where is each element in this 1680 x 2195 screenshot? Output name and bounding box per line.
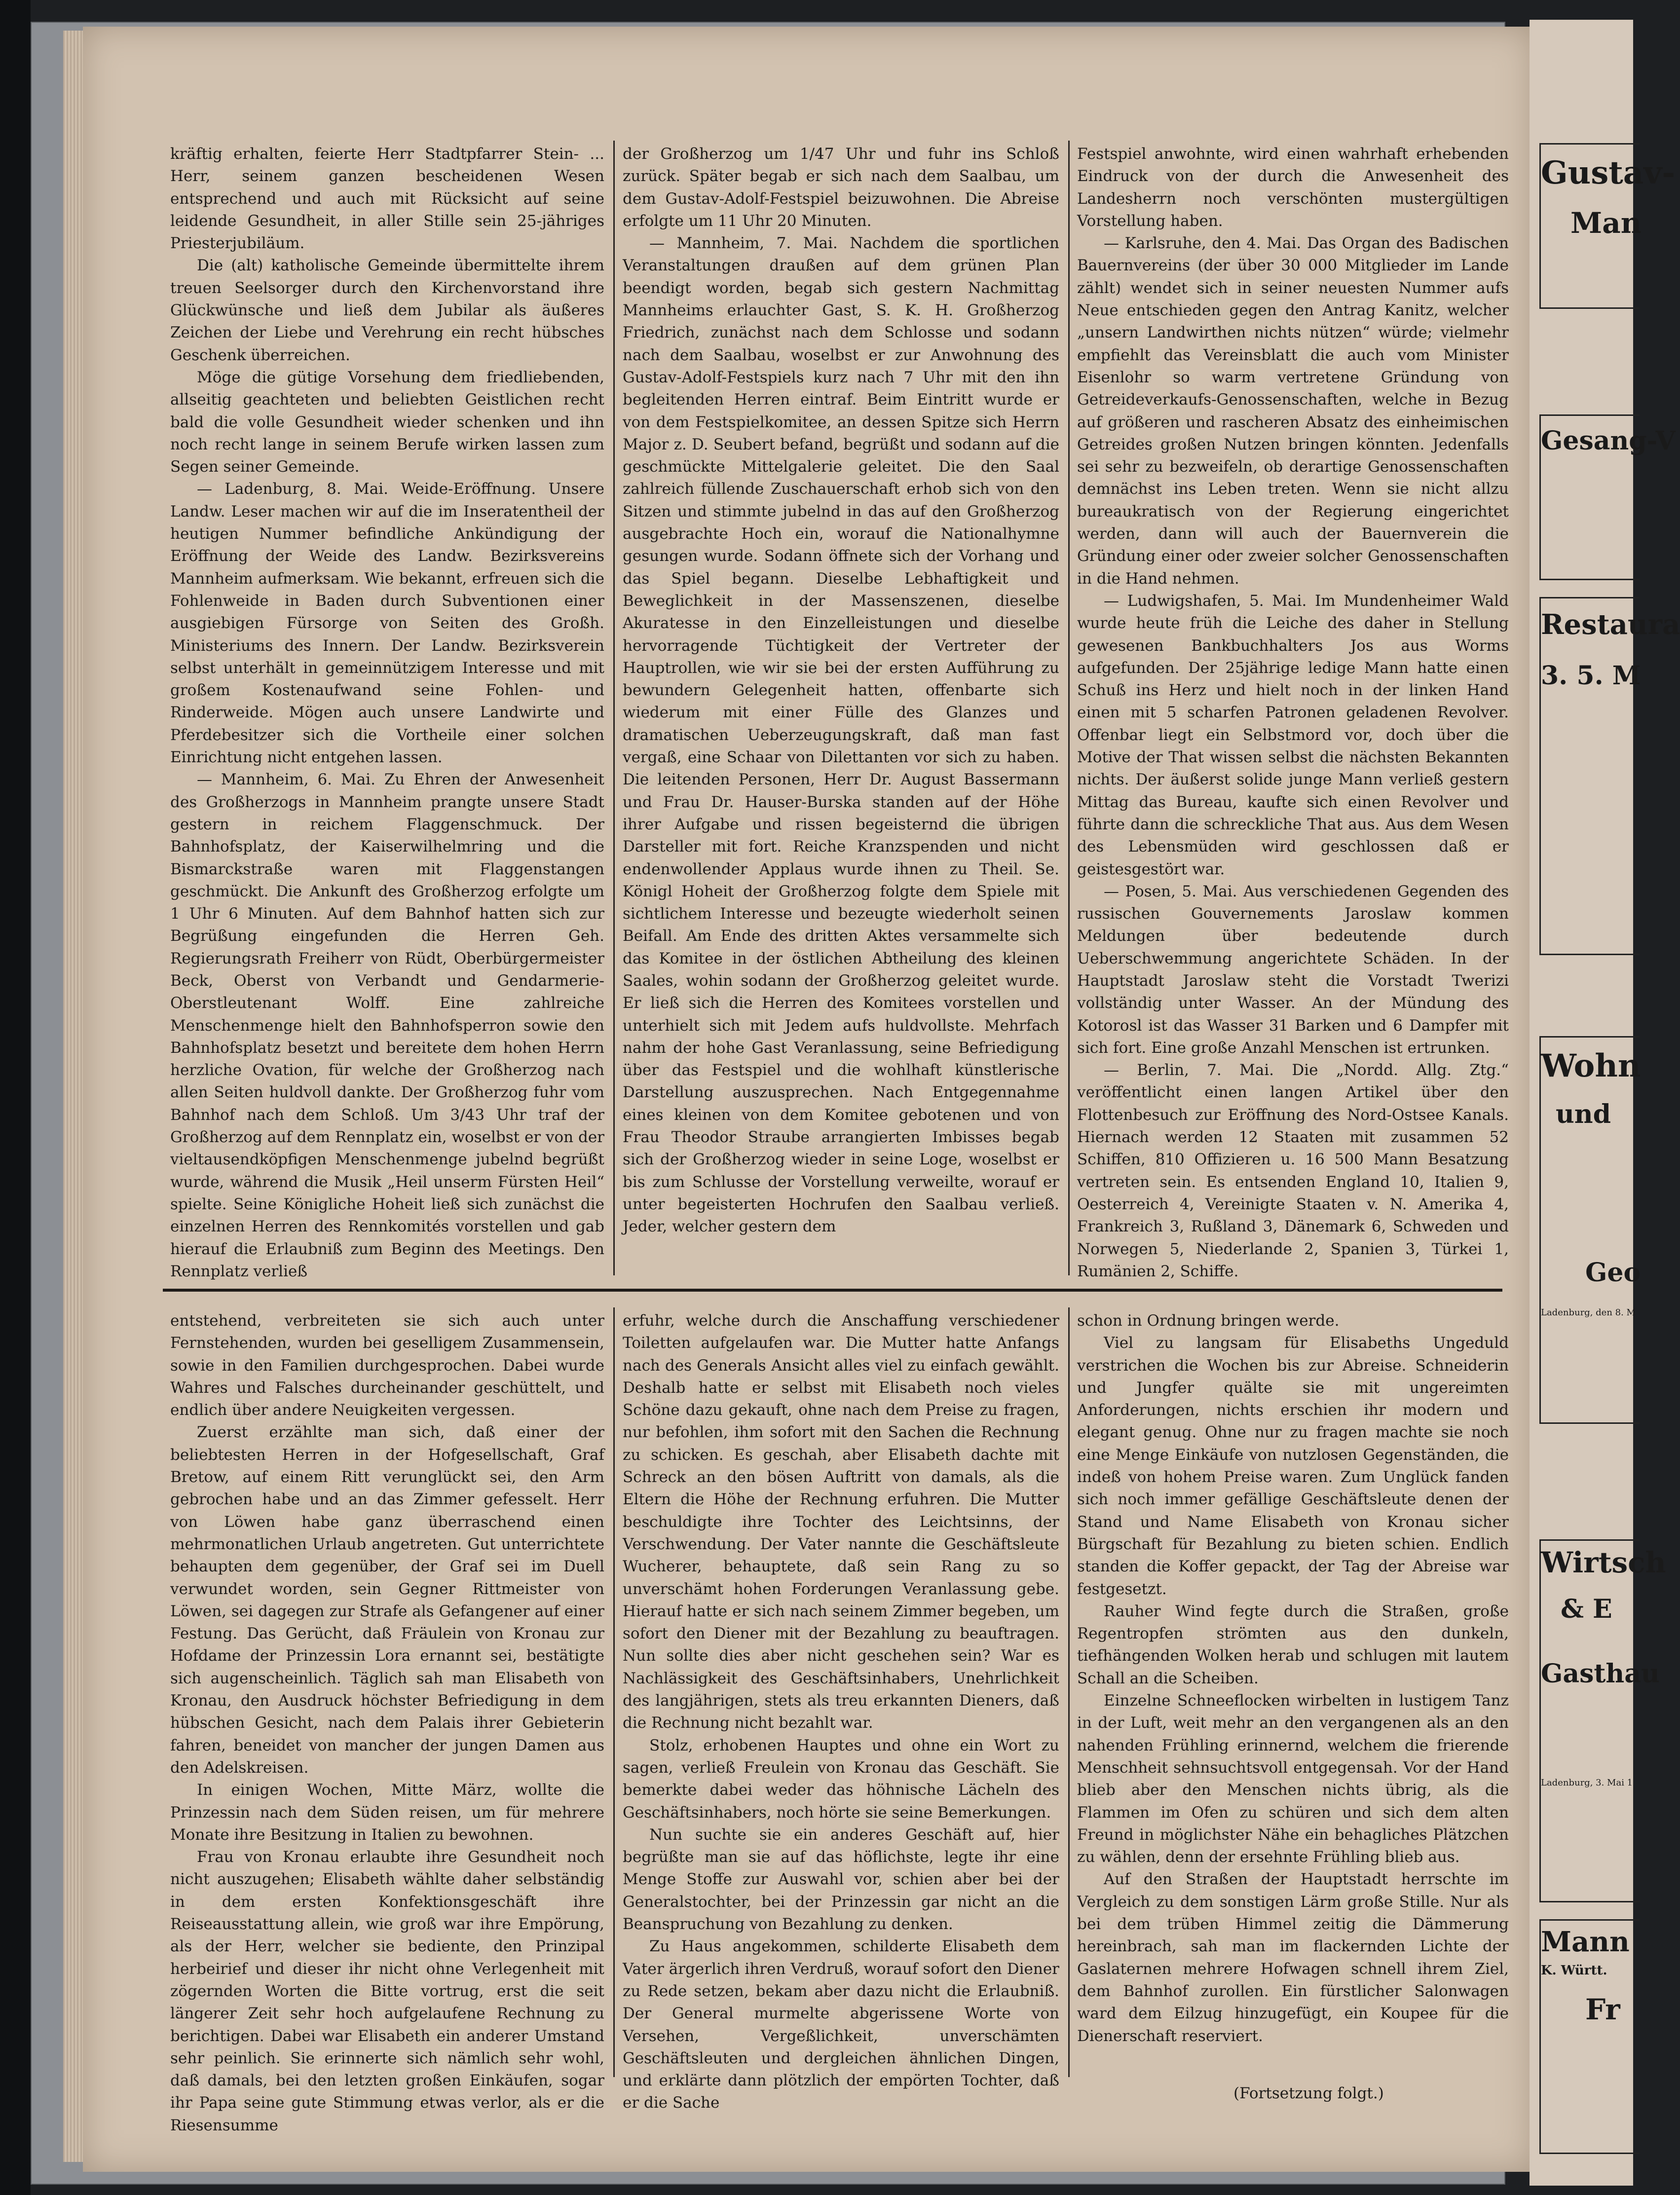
story-paragraph: erfuhr, welche durch die Anschaffung verschiedener Toiletten aufgelaufen war. Die Mutter hatte Anfangs nach des Generals Ansicht alles viel zu einfach gewählt. Deshalb hatte er selbst mit Elisabeth noch vieles Schöne dazu gekauft, ohne nach dem Preise zu fragen, nur befohlen, ihm sofort mit den Sachen die Rechnung zu schicken. Es geschah, aber Elisabeth dachte mit Schreck an den bösen Auftritt von damals, als die Eltern die Höhe der Rechnung erfuhren. Die Mutter beschuldigte ihre Tochter des Leichtsinns, der Verschwendung. Der Vater nannte die Geschäftsleute Wucherer, behauptete, daß sein Rang zu so unverschämt hohen Forderungen Veranlassung gebe. Hierauf hatte er sich nach seinem Zimmer begeben, um sofort den Diener mit der Bezahlung zu beauftragen. Nun sollte dies aber nicht geschehen sein? War es Nachlässigkeit des Geschäftsinhabers, Unehrlichkeit des langjährigen, stets als treu erkannten Dieners, daß die Rechnung nicht bezahlt war. — [623, 1312, 1059, 1732]
ad-box: Gustav- Man — [1539, 143, 1640, 309]
story-paragraph: Auf den Straßen der Hauptstadt herrschte im Vergleich zu dem sonstigen Lärm große Stille. Nur als bei dem trüben Himmel zeitig die Dämmerung hereinbrach, sah man im flackernden Lichte der Gaslaternen mehrere Hofwagen schnell ihrem Ziel, dem Bahnhof zurollen. Ein fürstlicher Salonwagen ward dem Eilzug hinzugefügt, ein Koupee für die Dienerschaft reserviert. — [1077, 1870, 1509, 2045]
article-paragraph: Die (alt) katholische Gemeinde übermittelte ihrem treuen Seelsorger durch den Kirchenvorstand ihre Glückwünsche und ließ dem Jubilar als äußeres Zeichen der Liebe und Verehrung ein recht hübsches Geschenk überreichen. — [170, 257, 604, 364]
news-column-3 — [1077, 143, 1509, 1284]
article-paragraph: Möge die gütige Vorsehung dem friedliebenden, allseitig geachteten und beliebten Geistlichen recht bald die volle Gesundheit wieder schenken und ihn noch recht lange in seinem Berufe wirken lassen zum Segen seiner Gemeinde. — [170, 368, 604, 476]
column-rule — [1068, 1307, 1070, 2077]
ad-box: Wirtsch & E Gasthau Ladenburg, 3. Mai 1 — [1539, 1539, 1640, 1902]
news-item-ladenburg: — Ladenburg, 8. Mai. Weide-Eröffnung. Unsere Landw. Leser machen wir auf die im Inseratentheil der heutigen Nummer befindliche Ankündigung der Eröffnung der Weide des Landw. Bezirksvereins Mannheim aufmerksam. Wie bekannt, erfreuen sich die Fohlenweide in Baden durch Subventionen einer ausgiebigen Fürsorge von Seiten des Großh. Ministeriums des Innern. Der Landw. Bezirksverein selbst unterhält in gemeinnützigem Interesse und mit großem Kostenaufwand seine Fohlen- und Rinderweide. Mögen auch unsere Landwirte und Pferdebesitzer sich die Vortheile einer solchen Einrichtung nicht entgehen lassen. — [170, 480, 604, 767]
column-rule — [613, 141, 615, 1275]
column-rule — [1068, 141, 1070, 1275]
story-paragraph: Viel zu langsam für Elisabeths Ungeduld verstrichen die Wochen bis zur Abreise. Schneiderin und Jungfer quälte sie mit ungereimten Anforderungen, nichts erschien ihr modern und elegant genug. Ohne nur zu fragen machte sie noch eine Menge Einkäufe von nutzlosen Gegenständen, die indeß von hohem Preise waren. Zum Unglück fanden sich noch immer gefällige Geschäftsleute denen der Stand und Name Elisabeth von Kronau sicher Bürgschaft für Bezahlung zu bieten schien. Endlich standen die Koffer gepackt, der Tag der Abreise war festgesetzt. — [1077, 1334, 1509, 1598]
news-item-mannheim: — Mannheim, 6. Mai. Zu Ehren der Anwesenheit des Großherzogs in Mannheim prangte unsere Stadt gestern in reichem Flaggenschmuck. Der Bahnhofsplatz, der Kaiserwilhelmring und die Bismarckstraße waren mit Flaggenstangen geschmückt. Die Ankunft des Großherzog erfolgte um 1 Uhr 6 Minuten. Auf dem Bahnhof hatten sich zur Begrüßung eingefunden die Herren Geh. Regierungsrath Freiherr von Rüdt, Oberbürgermeister Beck, Oberst von Verbandt und Gendarmerie-Oberstleutenant Wolff. Eine zahlreiche Menschenmenge hielt den Bahnhofsperron sowie den Bahnhofsplatz besetzt und bereitete dem hohen Herrn herzliche Ovation, für welche der Großherzog nach allen Seiten huldvoll dankte. Der Großherzog fuhr vom Bahnhof nach dem Schloß. Um 3/43 Uhr traf der Großherzog auf dem Rennplatz ein, woselbst er von der vieltausendköpfigen Menschenmenge jubelnd begrüßt wurde, während die Musik „Heil unserm Fürsten Heil“ spielte. Seine Königliche Hoheit ließ sich zunächst die einzelnen Herren des Rennkomités vorstellen und gab hierauf die Erlaubniß zum Beginn des Meetings. Den Rennplatz verließ — [170, 771, 604, 1280]
news-column-1 — [170, 143, 604, 1284]
adjacent-page-fragment — [1530, 20, 1680, 2186]
feuilleton-column-3 — [1077, 1310, 1509, 2072]
feuilleton-column-1 — [170, 1310, 604, 2134]
story-paragraph: In einigen Wochen, Mitte März, wollte die Prinzessin nach dem Süden reisen, um für mehrere Monate ihre Besitzung in Italien zu bewohnen. — [170, 1781, 604, 1844]
story-paragraph: Zu Haus angekommen, schilderte Elisabeth dem Vater ärgerlich ihren Verdruß, worauf sofort den Diener zu Rede setzen, bekam aber dazu nicht die Erlaubniß. Der General murmelte abgerissene Worte von Versehen, Vergeßlichkeit, unverschämten Geschäftsleuten und dergleichen ähnlichen Dingen, und erklärte dann plötzlich der empörten Tochter, daß er die Sache — [623, 1937, 1059, 2112]
ad-box: Restaura 3. 5. M — [1539, 597, 1640, 955]
article-paragraph: kräftig erhalten, feierte Herr Stadtpfarrer Stein- ... Herr, seinem ganzen bescheidenen Wesen entsprechend und auch mit Rücksicht auf seine leidende Gesundheit, in aller Stille sein 25-jähriges Priesterjubiläum. — [170, 145, 604, 253]
story-paragraph: Einzelne Schneeflocken wirbelten in lustigem Tanz in der Luft, weit mehr an den vergangenen als an den nahenden Frühling erinnernd, welchem die frierende Menschheit sehnsuchtsvoll entgegensah. Vor der Hand blieb aber den Menschen nichts übrig, als die Flammen im Ofen zu schüren und sich dem alten Freund in möglichster Nähe ein behagliches Plätzchen zu wählen, denn der ersehnte Frühling blieb aus. — [1077, 1692, 1509, 1866]
news-item-mannheim: — Mannheim, 7. Mai. Nachdem die sportlichen Veranstaltungen draußen auf dem grünen Plan beendigt worden, begab sich gestern Nachmittag Mannheims erlauchter Gast, S. K. H. Großherzog Friedrich, zunächst nach dem Schlosse und sodann nach dem Saalbau, woselbst er zur Anwohnung des Gustav-Adolf-Festspiels kurz nach 7 Uhr mit den ihn begleitenden Herren eintraf. Beim Eintritt wurde er von dem Festspielkomitee, an dessen Spitze sich Herrn Major z. D. Seubert befand, begrüßt und sodann auf die geschmückte Mittelgalerie geleitet. Die den Saal zahlreich füllende Zuschauerschaft erhob sich von den Sitzen und stimmte jubelnd in das auf den Großherzog ausgebrachte Hoch ein, worauf die Nationalhymne gesungen wurde. Sodann öffnete sich der Vorhang und das Spiel begann. Dieselbe Lebhaftigkeit und Beweglichkeit in der Massenszenen, dieselbe Akuratesse in den Einzelleistungen und dieselbe hervorragende Tüchtigkeit der Vertreter der Hauptrollen, wie wir sie bei der ersten Aufführung zu bewundern Gelegenheit hatten, offenbarte sich wiederum mit einer Fülle des Glanzes und dramatischen Ueberzeugungskraft, daß man fast vergaß, eine Schaar von Dilettanten vor sich zu haben. Die leitenden Personen, Herr Dr. August Bassermann und Frau Dr. Hauser-Burska standen auf der Höhe ihrer Aufgabe und rissen begeisternd die übrigen Darsteller mit fort. Reiche Kranzspenden und nicht endenwollender Applaus wurde ihnen zu Theil. Se. Königl Hoheit der Großherzog folgte dem Spiele mit sichtlichem Interesse und bezeugte wiederholt seinen Beifall. Am Ende des dritten Aktes versammelte sich das Komitee in der östlichen Abtheilung des kleinen Saales, wohin sodann der Großherzog geleitet wurde. Er ließ sich die Herren des Komitees vorstellen und unterhielt sich mit Jedem aufs huldvollste. Mehrfach nahm der hohe Gast Veranlassung, seine Befriedigung über das Festspiel und die wohlhaft künstlerische Darstellung auszusprechen. Nach Entgegennahme eines kleinen von dem Komitee gebotenen und von Frau Theodor Straube arrangierten Imbisses begab sich der Großherzog wieder in seine Loge, woselbst er bis zum Schlusse der Vorstellung verweilte, worauf er unter begeisterten Hochrufen den Saalbau verließ. Jeder, welcher gestern dem — [623, 234, 1059, 1236]
ad-box: Gesang-V — [1539, 414, 1640, 580]
ad-box: Mann K. Württ. Fr — [1539, 1919, 1640, 2154]
feuilleton-column-2 — [623, 1310, 1059, 2112]
news-item-ludwigshafen: — Ludwigshafen, 5. Mai. Im Mundenheimer Wald wurde heute früh die Leiche des daher in Stellung gewesenen Bankbuchhalters Jos aus Worms aufgefunden. Der 25jährige ledige Mann hatte einen Schuß ins Herz und hielt noch in der linken Hand einen mit 5 scharfen Patronen geladenen Revolver. Offenbar liegt ein Selbstmord vor, doch über die Motive der That wissen selbst die nächsten Bekannten nichts. Der äußerst solide junge Mann verließ gestern Mittag das Bureau, kaufte sich einen Revolver und führte dann die schreckliche That aus. Aus dem Wesen des Lebensmüden wird geschlossen daß er geistesgestört war. — [1077, 592, 1509, 878]
story-paragraph: Rauher Wind fegte durch die Straßen, große Regentropfen strömten aus den dunkeln, tiefhängenden Wolken herab und schlugen mit lautem Schall an die Scheiben. — [1077, 1602, 1509, 1687]
story-paragraph: entstehend, verbreiteten sie sich auch unter Fernstehenden, wurden bei geselligem Zusammensein, sowie in den Familien durchgesprochen. Dabei wurde Wahres und Falsches durcheinander geschüttelt, und endlich über andere Neuigkeiten vergessen. — [170, 1312, 604, 1419]
story-paragraph: Nun suchte sie ein anderes Geschäft auf, hier begrüßte man sie auf das höflichste, legte ihr eine Menge Stoffe zur Auswahl vor, schien aber bei der Generalstochter, bei der Prinzessin gar nicht an die Beanspruchung von Bezahlung zu denken. — [623, 1825, 1059, 1934]
news-item-berlin: — Berlin, 7. Mai. Die „Nordd. Allg. Ztg.“ veröffentlicht einen langen Artikel über den Flottenbesuch zur Eröffnung des Nord-Ostsee Kanals. Hiernach werden 12 Staaten mit zusammen 52 Schiffen, 810 Offizieren u. 16 500 Mann Besatzung vertreten sein. Es entsenden England 10, Italien 9, Oesterreich 4, Vereinigte Staaten v. N. Amerika 4, Frankreich 3, Rußland 3, Dänemark 6, Schweden und Norwegen 5, Niederlande 2, Spanien 3, Türkei 1, Rumänien 2, Schiffe. — [1077, 1061, 1509, 1280]
binding-strip — [0, 0, 31, 2195]
news-item-posen: — Posen, 5. Mai. Aus verschiedenen Gegenden des russischen Gouvernements Jaroslaw kommen Meldungen über bedeutende durch Ueberschwemmung angerichtete Schäden. In der Hauptstadt Jaroslaw steht die Vorstadt Twerizi vollständig unter Wasser. An der Mündung des Kotorosl ist das Wasser 31 Barken und 6 Dampfer mit sich fort. Eine große Anzahl Menschen ist ertrunken. — [1077, 882, 1509, 1057]
column-rule — [613, 1307, 615, 2077]
article-paragraph: Festspiel anwohnte, wird einen wahrhaft erhebenden Eindruck von der durch die Anwesenheit des Landesherrn noch verschönten mustergültigen Vorstellung haben. — [1077, 145, 1509, 230]
ad-box: Wohn und Geo Ladenburg, den 8. M — [1539, 1036, 1640, 1424]
story-paragraph: Frau von Kronau erlaubte ihre Gesundheit noch nicht auszugehen; Elisabeth wählte daher selbständig in dem ersten Konfektionsgeschäft ihre Reiseausstattung allein, wie groß war ihre Empörung, als der Herr, welcher sie bediente, den Prinzipal herbeirief und dieser ihr nicht ohne Verlegenheit mit zögernden Worten die Bitte vortrug, erst die seit längerer Zeit sehr hoch aufgelaufene Rechnung zu berichtigen. Dabei war Elisabeth ein anderer Umstand sehr peinlich. Sie erinnerte sich nämlich sehr wohl, daß damals, bei den letzten großen Einkäufen, sogar ihr Papa seine gute Stimmung etwas verlor, als er die Riesensumme — [170, 1848, 604, 2134]
article-paragraph: der Großherzog um 1/47 Uhr und fuhr ins Schloß zurück. Später begab er sich nach dem Saalbau, um dem Gustav-Adolf-Festspiel beizuwohnen. Die Abreise erfolgte um 11 Uhr 20 Minuten. — [623, 145, 1059, 230]
news-item-karlsruhe: — Karlsruhe, den 4. Mai. Das Organ des Badischen Bauernvereins (der über 30 000 Mitglieder im Lande zählt) wendet sich in seiner neuesten Nummer aufs Neue entschieden gegen den Antrag Kanitz, welcher „unsern Landwirthen nichts nützen“ würde; vielmehr empfiehlt das Vereinsblatt die auch vom Minister Eisenlohr so warm vertretene Gründung von Getreideverkaufs-Genossenschaften, welche in Bezug auf größeren und rascheren Absatz des einheimischen Getreides großen Nutzen bringen könnten. Jedenfalls sei sehr zu bezweifeln, ob derartige Genossenschaften demnächst ins Leben treten. Wenn sie nicht allzu bureaukratisch von der Regierung eingerichtet werden, dann will auch der Bauernverein die Gründung einer oder zweier solcher Genossenschaften in die Hand nehmen. — [1077, 234, 1509, 588]
story-paragraph: Zuerst erzählte man sich, daß einer der beliebtesten Herren in der Hofgesellschaft, Graf Bretow, auf einem Ritt verunglückt sei, den Arm gebrochen habe und an das Zimmer gefesselt. Herr von Löwen habe ganz überraschend einen mehrmonatlichen Urlaub angetreten. Gut unterrichtete behaupten dem gegenüber, der Graf sei im Duell verwundet worden, sein Gegner Rittmeister von Löwen, sei dagegen zur Strafe als Gefangener auf einer Festung. Das Gerücht, daß Fräulein von Kronau zur Hofdame der Prinzessin Lora ernannt sei, bestätigte sich augenscheinlich. Täglich sah man Elisabeth von Kronau, den Ausdruck höchster Befriedigung in dem hübschen Gesicht, nach dem Palais ihrer Gebieterin fahren, beneidet von mancher der jungen Damen aus den Adelskreisen. — [170, 1423, 604, 1777]
story-paragraph: schon in Ordnung bringen werde. — [1077, 1312, 1340, 1330]
story-paragraph: Stolz, erhobenen Hauptes und ohne ein Wort zu sagen, verließ Freulein von Kronau das Geschäft. Sie bemerkte dabei weder das höhnische Lächeln des Geschäftsinhabers, noch hörte sie seine Bemerkungen. — [623, 1736, 1059, 1822]
news-column-2 — [623, 143, 1059, 1284]
continuation-note: (Fortsetzung folgt.) — [1233, 2084, 1384, 2102]
section-divider — [163, 1289, 1502, 1292]
